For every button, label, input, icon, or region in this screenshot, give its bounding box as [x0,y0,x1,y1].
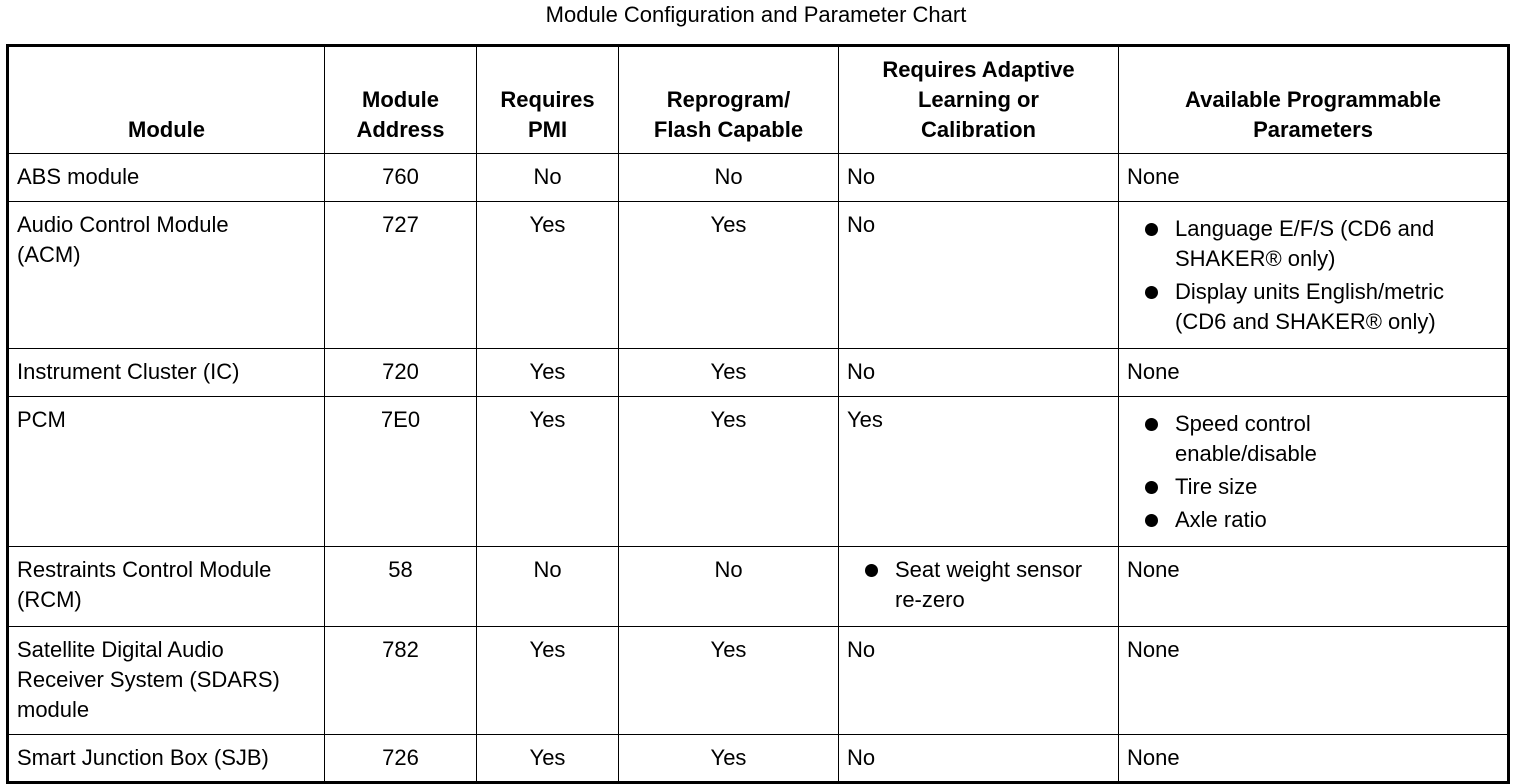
cell-adaptive [839,154,1119,202]
module-address: 782 [382,637,419,662]
cell-flash [619,627,839,735]
list-item [1127,409,1499,469]
module-name-line3: module [17,697,90,722]
cell-module [8,349,325,397]
list-item [1127,214,1499,274]
header-flash-line1: Reprogram/ [666,87,791,112]
table-row [8,349,1509,397]
cell-address [325,627,477,735]
table-row [8,735,1509,783]
cell-pmi [477,627,619,735]
list-item [1127,277,1499,337]
adaptive-list [847,555,1110,615]
cell-flash [619,349,839,397]
header-available-parameters [1119,46,1509,154]
cell-params [1119,397,1509,547]
requires-pmi-value: No [533,557,562,582]
header-flash-line2: Flash Capable [653,117,804,142]
param-line1: Tire size [1175,474,1258,499]
flash-capable-value: No [714,557,743,582]
cell-module [8,735,325,783]
flash-capable-value: Yes [710,212,747,237]
module-address: 727 [382,212,419,237]
bullet-icon [1145,286,1158,299]
cell-pmi [477,349,619,397]
cell-module [8,627,325,735]
bullet-icon [1145,418,1158,431]
cell-address [325,202,477,349]
cell-flash [619,397,839,547]
header-adaptive-line1: Requires Adaptive [882,57,1075,82]
params-value: None [1127,359,1180,384]
param-line1: Axle ratio [1175,507,1267,532]
requires-pmi-value: No [533,164,562,189]
adaptive-value: Yes [847,407,883,432]
flash-capable-value: Yes [710,745,747,770]
param-line2: SHAKER® only) [1175,246,1336,271]
param-line2: enable/disable [1175,441,1317,466]
table-row [8,202,1509,349]
cell-module [8,547,325,627]
module-name-line2: (RCM) [17,587,82,612]
module-name: PCM [17,407,66,432]
table-row [8,547,1509,627]
cell-pmi [477,202,619,349]
page-title: Module Configuration and Parameter Chart [545,2,967,27]
cell-pmi [477,735,619,783]
cell-pmi [477,547,619,627]
list-item [847,555,1110,615]
header-requires-adaptive [839,46,1119,154]
header-reprogram-flash [619,46,839,154]
module-name-line1: Satellite Digital Audio [17,637,224,662]
module-address: 58 [388,557,413,582]
flash-capable-value: Yes [710,637,747,662]
header-module-label: Module [128,117,205,142]
cell-address [325,349,477,397]
module-address: 7E0 [380,407,421,432]
cell-address [325,397,477,547]
flash-capable-value: No [714,164,743,189]
header-module [8,46,325,154]
module-configuration-table [6,44,1510,784]
params-list [1127,214,1499,337]
params-value: None [1127,557,1180,582]
cell-adaptive [839,202,1119,349]
params-list [1127,409,1499,535]
flash-capable-value: Yes [710,407,747,432]
adaptive-line1: Seat weight sensor [895,557,1083,582]
header-pmi-line2: PMI [527,117,568,142]
cell-params [1119,627,1509,735]
table-row [8,154,1509,202]
requires-pmi-value: Yes [529,212,566,237]
list-item [1127,472,1499,502]
module-name-line1: Audio Control Module [17,212,229,237]
cell-params [1119,547,1509,627]
cell-adaptive [839,627,1119,735]
module-name-line2: Receiver System (SDARS) [17,667,280,692]
header-module-address [325,46,477,154]
cell-flash [619,547,839,627]
table-header-row [8,46,1509,154]
bullet-icon [1145,223,1158,236]
requires-pmi-value: Yes [529,637,566,662]
cell-adaptive [839,349,1119,397]
bullet-icon [1145,481,1158,494]
adaptive-value: No [847,745,876,770]
list-item [1127,505,1499,535]
module-name: Smart Junction Box (SJB) [17,745,269,770]
cell-adaptive [839,397,1119,547]
module-name-line1: Restraints Control Module [17,557,272,582]
cell-address [325,735,477,783]
cell-params [1119,154,1509,202]
cell-module [8,397,325,547]
adaptive-value: No [847,164,876,189]
cell-params [1119,202,1509,349]
adaptive-value: No [847,212,876,237]
bullet-icon [865,564,878,577]
cell-flash [619,735,839,783]
table-row [8,627,1509,735]
header-address-line1: Module [362,87,439,112]
adaptive-value: No [847,359,876,384]
flash-capable-value: Yes [710,359,747,384]
module-name: Instrument Cluster (IC) [17,359,240,384]
params-value: None [1127,745,1180,770]
param-line1: Speed control [1175,411,1311,436]
cell-adaptive [839,547,1119,627]
param-line1: Display units English/metric [1175,279,1444,304]
cell-module [8,202,325,349]
bullet-icon [1145,514,1158,527]
cell-pmi [477,154,619,202]
module-name-line2: (ACM) [17,242,81,267]
cell-flash [619,202,839,349]
header-address-line2: Address [356,117,445,142]
adaptive-line2: re-zero [895,587,965,612]
module-name: ABS module [17,164,140,189]
header-pmi-line1: Requires [500,87,595,112]
requires-pmi-value: Yes [529,745,566,770]
header-adaptive-line2: Learning or [917,87,1039,112]
cell-address [325,547,477,627]
cell-module [8,154,325,202]
header-params-line2: Parameters [1253,117,1373,142]
module-address: 720 [382,359,419,384]
header-params-line1: Available Programmable [1185,87,1441,112]
requires-pmi-value: Yes [529,359,566,384]
cell-pmi [477,397,619,547]
adaptive-value: No [847,637,876,662]
param-line1: Language E/F/S (CD6 and [1175,216,1435,241]
cell-flash [619,154,839,202]
table-row [8,397,1509,547]
requires-pmi-value: Yes [529,407,566,432]
header-requires-pmi [477,46,619,154]
cell-params [1119,349,1509,397]
cell-adaptive [839,735,1119,783]
params-value: None [1127,164,1180,189]
cell-address [325,154,477,202]
module-address: 726 [382,745,419,770]
header-adaptive-line3: Calibration [921,117,1036,142]
params-value: None [1127,637,1180,662]
cell-params [1119,735,1509,783]
module-address: 760 [382,164,419,189]
param-line2: (CD6 and SHAKER® only) [1175,309,1436,334]
